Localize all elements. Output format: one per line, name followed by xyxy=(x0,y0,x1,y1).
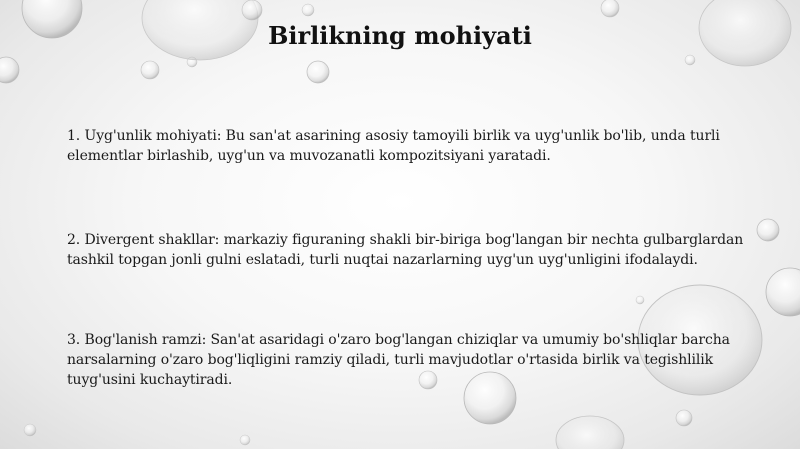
paragraph-boglanish: 3. Bog'lanish ramzi: San'at asaridagi o'zaro bog'langan chiziqlar va umumiy bo'shliqlar barcha narsalarning o'zaro bog'liqligini ramziy qiladi, turli mavjudotlar o'rtasida birlik va tegishlilik tuyg'usini kuchaytiradi. xyxy=(67,332,730,388)
droplet xyxy=(242,0,262,20)
paragraph-divergent: 2. Divergent shakllar: markaziy figuraning shakli bir-biriga bog'langan bir nechta gulbarglardan tashkil topgan jonli gulni eslatadi, turli nuqtai nazarlarning uyg'un uyg'unligini ifodalaydi. xyxy=(67,232,744,268)
droplet xyxy=(685,55,695,65)
droplet xyxy=(601,0,619,17)
paragraph-uygunlik: 1. Uyg'unlik mohiyati: Bu san'at asarining asosiy tamoyili birlik va uyg'unlik bo'lib, unda turli elementlar birlashib, uyg'un va muvozanatli kompozitsiyani yaratadi. xyxy=(67,128,720,164)
droplet xyxy=(302,4,314,16)
droplet xyxy=(766,268,800,316)
droplet xyxy=(24,424,36,436)
droplet xyxy=(0,57,19,83)
droplet xyxy=(676,410,692,426)
droplet xyxy=(240,435,250,445)
droplet xyxy=(307,61,329,83)
slide-title: Birlikning mohiyati xyxy=(268,21,532,50)
droplet xyxy=(556,416,624,449)
droplet xyxy=(636,296,644,304)
droplet xyxy=(757,219,779,241)
droplet xyxy=(141,61,159,79)
